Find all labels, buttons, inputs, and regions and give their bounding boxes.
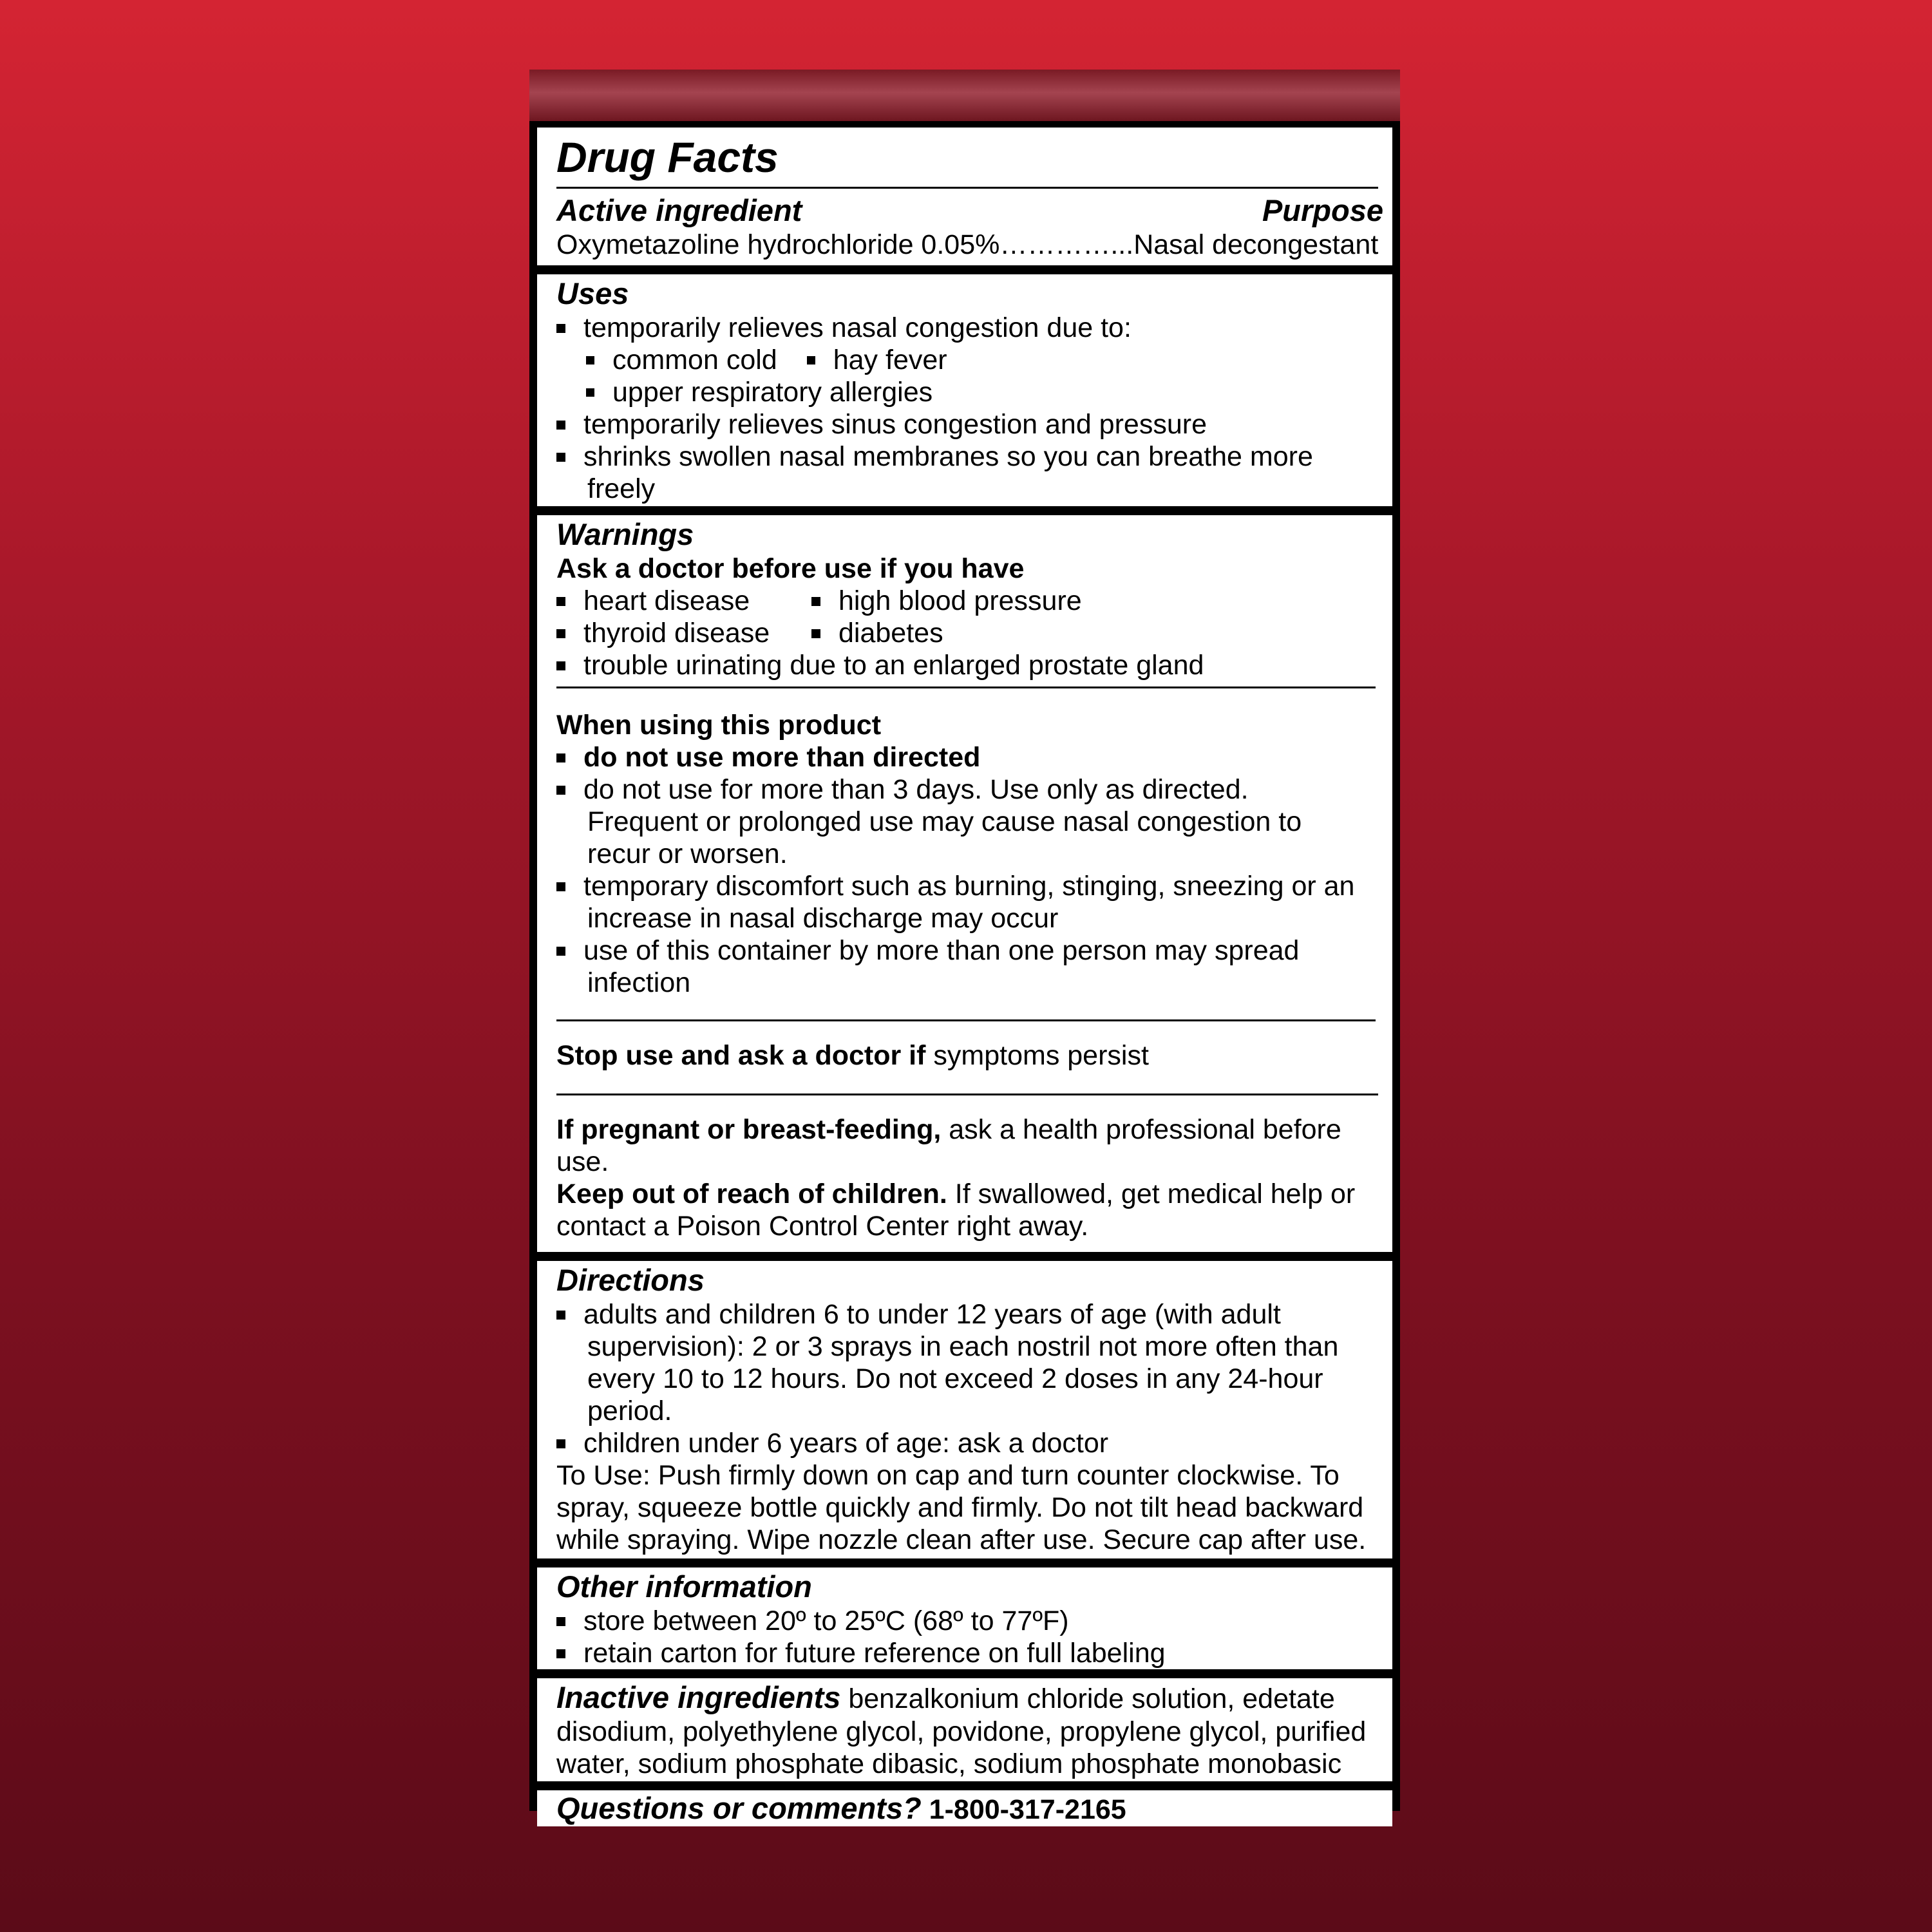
bullet-icon	[586, 356, 594, 365]
to-use-line: while spraying. Wipe nozzle clean after use. Secure cap after use.	[556, 1524, 1367, 1555]
purpose-heading: Purpose	[1262, 193, 1383, 227]
list-item-text: temporary discomfort such as burning, stinging, sneezing or an	[583, 871, 1355, 902]
list-item-text: thyroid disease	[583, 618, 770, 649]
list-item-col	[556, 617, 811, 649]
warnings-heading: Warnings	[556, 517, 694, 551]
list-item	[556, 376, 1383, 408]
carton-top-band	[529, 70, 1400, 121]
bullet-icon	[811, 629, 820, 638]
bullet-icon	[556, 324, 565, 333]
uses-section	[537, 274, 1392, 506]
phone-number: 1-800-317-2165	[921, 1794, 1126, 1825]
list-item	[556, 617, 1383, 649]
list-item-text: do not use for more than 3 days. Use only as directed.	[583, 774, 1249, 805]
list-item-continuation: every 10 to 12 hours. Do not exceed 2 doses in any 24-hour	[587, 1363, 1323, 1394]
list-item	[556, 440, 1383, 473]
list-item-col	[556, 585, 811, 617]
other-information-heading: Other information	[556, 1569, 812, 1604]
bullet-icon	[556, 882, 565, 891]
inactive-ingredients-text: benzalkonium chloride solution, edetate	[840, 1683, 1335, 1714]
stop-use-line	[556, 1039, 1383, 1072]
inactive-ingredients-heading: Inactive ingredients	[556, 1680, 841, 1714]
warnings-section	[537, 515, 1392, 1252]
questions-heading: Questions or comments?	[556, 1791, 922, 1825]
divider	[556, 1019, 1376, 1021]
inactive-ingredients-line: water, sodium phosphate dibasic, sodium phosphate monobasic	[556, 1748, 1342, 1779]
bullet-icon	[807, 356, 815, 365]
pregnancy-continuation: use.	[556, 1146, 609, 1177]
list-item-text: children under 6 years of age: ask a doctor	[583, 1428, 1109, 1459]
ingredient-name: Oxymetazoline hydrochloride 0.05%…………...	[556, 229, 1134, 260]
other-information-section	[537, 1567, 1392, 1669]
list-item	[556, 741, 1383, 773]
bullet-icon	[556, 1311, 565, 1320]
stop-use-label: Stop use and ask a doctor if	[556, 1040, 926, 1071]
bullet-icon	[556, 661, 565, 670]
list-item	[556, 344, 1383, 376]
list-item	[556, 1298, 1383, 1331]
list-item-text: temporarily relieves nasal congestion due to:	[583, 312, 1132, 343]
ask-doctor-heading: Ask a doctor before use if you have	[556, 553, 1025, 584]
list-item-continuation: increase in nasal discharge may occur	[587, 903, 1059, 934]
pregnancy-line	[556, 1113, 1383, 1146]
list-item-text: shrinks swollen nasal membranes so you can breathe more	[583, 441, 1313, 472]
list-item-text: heart disease	[583, 585, 750, 616]
bullet-icon	[556, 786, 565, 795]
list-item	[556, 408, 1383, 440]
active-ingredient-line	[556, 229, 1383, 261]
list-item-text: high blood pressure	[838, 585, 1082, 616]
list-item	[556, 1637, 1383, 1669]
bullet-icon	[556, 1649, 565, 1658]
keep-out-line	[556, 1178, 1383, 1210]
active-heading-row	[556, 193, 1383, 229]
bullet-icon	[556, 597, 565, 606]
label-title: Drug Facts	[556, 133, 779, 181]
list-item	[556, 934, 1383, 967]
bullet-icon	[586, 388, 594, 397]
bullet-icon	[556, 753, 565, 762]
inactive-ingredients-line	[556, 1680, 1383, 1716]
list-item-text: diabetes	[838, 618, 943, 649]
active-ingredient-heading: Active ingredient	[556, 193, 802, 227]
list-item-continuation: supervision): 2 or 3 sprays in each nostril not more often than	[587, 1331, 1339, 1362]
list-item-continuation: period.	[587, 1396, 672, 1426]
questions-line	[556, 1790, 1383, 1826]
bullet-icon	[556, 453, 565, 462]
list-item-col	[811, 585, 1082, 617]
active-ingredient-section	[537, 128, 1392, 265]
inactive-ingredients-section	[537, 1678, 1392, 1781]
keep-out-label: Keep out of reach of children.	[556, 1179, 947, 1209]
keep-out-text: If swallowed, get medical help or	[947, 1179, 1356, 1209]
list-item	[556, 585, 1383, 617]
list-item-text: upper respiratory allergies	[612, 377, 933, 408]
list-item-continuation: recur or worsen.	[587, 838, 788, 869]
list-item	[556, 773, 1383, 806]
list-item-col	[811, 617, 943, 649]
list-item	[556, 649, 1383, 681]
divider	[556, 1094, 1378, 1095]
list-item-continuation: Frequent or prolonged use may cause nasal congestion to	[587, 806, 1302, 837]
to-use-line: spray, squeeze bottle quickly and firmly. Do not tilt head backward	[556, 1492, 1364, 1523]
list-item-text: hay fever	[833, 345, 947, 375]
bullet-icon	[811, 597, 820, 606]
list-item-text: adults and children 6 to under 12 years of age (with adult	[583, 1299, 1281, 1330]
list-item	[556, 870, 1383, 902]
bullet-icon	[556, 629, 565, 638]
list-item	[556, 1605, 1383, 1637]
directions-heading: Directions	[556, 1263, 705, 1297]
list-item-text: store between 20º to 25ºC (68º to 77ºF)	[583, 1605, 1069, 1636]
keep-out-continuation: contact a Poison Control Center right away.	[556, 1211, 1089, 1242]
list-item	[556, 312, 1383, 344]
list-item	[556, 1427, 1383, 1459]
list-item-continuation: freely	[587, 473, 656, 504]
pregnancy-label: If pregnant or breast-feeding,	[556, 1114, 942, 1145]
divider	[556, 187, 1378, 189]
bullet-icon	[556, 947, 565, 956]
list-item-text: do not use more than directed	[583, 742, 981, 773]
list-item-text: temporarily relieves sinus congestion and pressure	[583, 409, 1207, 440]
inactive-ingredients-line: disodium, polyethylene glycol, povidone, propylene glycol, purified	[556, 1716, 1367, 1747]
list-item-continuation: infection	[587, 967, 691, 998]
to-use-line: To Use: Push firmly down on cap and turn counter clockwise. To	[556, 1460, 1340, 1491]
divider	[556, 687, 1376, 688]
list-item-text: retain carton for future reference on full labeling	[583, 1638, 1166, 1669]
bullet-icon	[556, 1439, 565, 1448]
bullet-icon	[556, 1617, 565, 1626]
list-item-text: common cold	[612, 345, 777, 375]
list-item-text: trouble urinating due to an enlarged prostate gland	[583, 650, 1204, 681]
bullet-icon	[556, 421, 565, 430]
pregnancy-text: ask a health professional before	[941, 1114, 1341, 1145]
questions-section	[537, 1790, 1392, 1826]
list-item-text: use of this container by more than one person may spread	[583, 935, 1300, 966]
drug-facts-label	[529, 121, 1400, 1825]
when-using-heading: When using this product	[556, 710, 882, 741]
uses-heading: Uses	[556, 276, 629, 310]
directions-section	[537, 1261, 1392, 1558]
stop-use-text: symptoms persist	[925, 1040, 1149, 1071]
ingredient-purpose: Nasal decongestant	[1133, 229, 1379, 260]
